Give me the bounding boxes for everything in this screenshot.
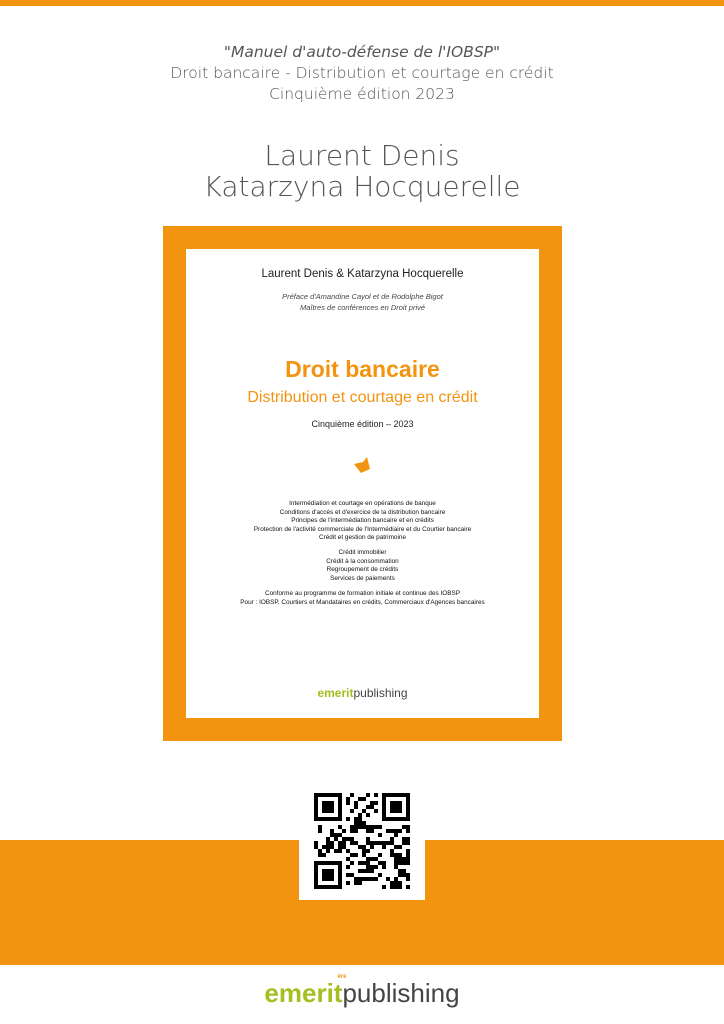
cover-topics-list bbox=[186, 500, 539, 543]
qr-code[interactable] bbox=[299, 783, 425, 900]
logo-part-publishing: publishing bbox=[353, 686, 408, 700]
product-item: Services de paiements bbox=[330, 574, 395, 582]
topic-item: Protection de l'activité commerciale de l'Intermédiaire et du Courtier bancaire bbox=[253, 525, 472, 533]
page-header bbox=[0, 42, 724, 105]
preface-line: Maîtres de conférences en Droit privé bbox=[299, 303, 426, 312]
logo-part-emerit bbox=[264, 974, 347, 1008]
product-item: Crédit à la consommation bbox=[326, 557, 399, 565]
footer-publisher-logo bbox=[0, 974, 724, 1009]
topic-item: Principes de l'intermédiation bancaire et en crédits bbox=[291, 517, 434, 525]
cover-publisher-logo bbox=[186, 686, 539, 700]
cover-title: Droit bancaire bbox=[285, 356, 440, 382]
cover-conformity bbox=[186, 590, 539, 607]
cover-preface bbox=[186, 291, 539, 313]
topic-item: Intermédiation et courtage en opérations de banque bbox=[289, 500, 436, 507]
author-1: Laurent Denis bbox=[264, 139, 460, 172]
series-title: "Manuel d'auto-défense de l'IOBSP" bbox=[223, 43, 501, 61]
logo-mark: ére bbox=[337, 974, 347, 980]
top-accent-bar bbox=[0, 0, 724, 6]
cover-products-list bbox=[186, 549, 539, 583]
logo-part-publishing: publishing bbox=[342, 978, 460, 1008]
topic-item: Crédit et gestion de patrimoine bbox=[318, 534, 407, 542]
qr-code-icon bbox=[314, 793, 410, 889]
book-cover[interactable] bbox=[163, 226, 562, 741]
product-item: Crédit immobilier bbox=[338, 549, 387, 556]
conformity-line: Pour : IOBSP, Courtiers et Mandataires en crédits, Commerciaux d'Agences bancaires bbox=[240, 598, 485, 606]
preface-line: Préface d'Amandine Cayol et de Rodolphe Bigot bbox=[282, 292, 443, 301]
product-item: Regroupement de crédits bbox=[326, 566, 399, 574]
orange-leaf-icon bbox=[353, 456, 371, 474]
logo-part-emerit: emerit bbox=[317, 686, 354, 700]
topic-item: Conditions d'accès et d'exercice de la distribution bancaire bbox=[279, 508, 446, 516]
conformity-line: Conforme au programme de formation initiale et continue des IOBSP bbox=[264, 590, 460, 597]
book-cover-inner bbox=[186, 249, 539, 718]
cover-edition: Cinquième édition – 2023 bbox=[311, 419, 414, 429]
author-2: Katarzyna Hocquerelle bbox=[203, 170, 521, 203]
subject-line: Droit bancaire - Distribution et courtage en crédit bbox=[170, 64, 554, 82]
cover-authors: Laurent Denis & Katarzyna Hocquerelle bbox=[261, 268, 464, 280]
cover-subtitle: Distribution et courtage en crédit bbox=[247, 389, 478, 406]
logo-text-emerit: emerit bbox=[264, 978, 343, 1008]
author-names bbox=[0, 140, 724, 202]
edition-line: Cinquième édition 2023 bbox=[269, 85, 455, 103]
